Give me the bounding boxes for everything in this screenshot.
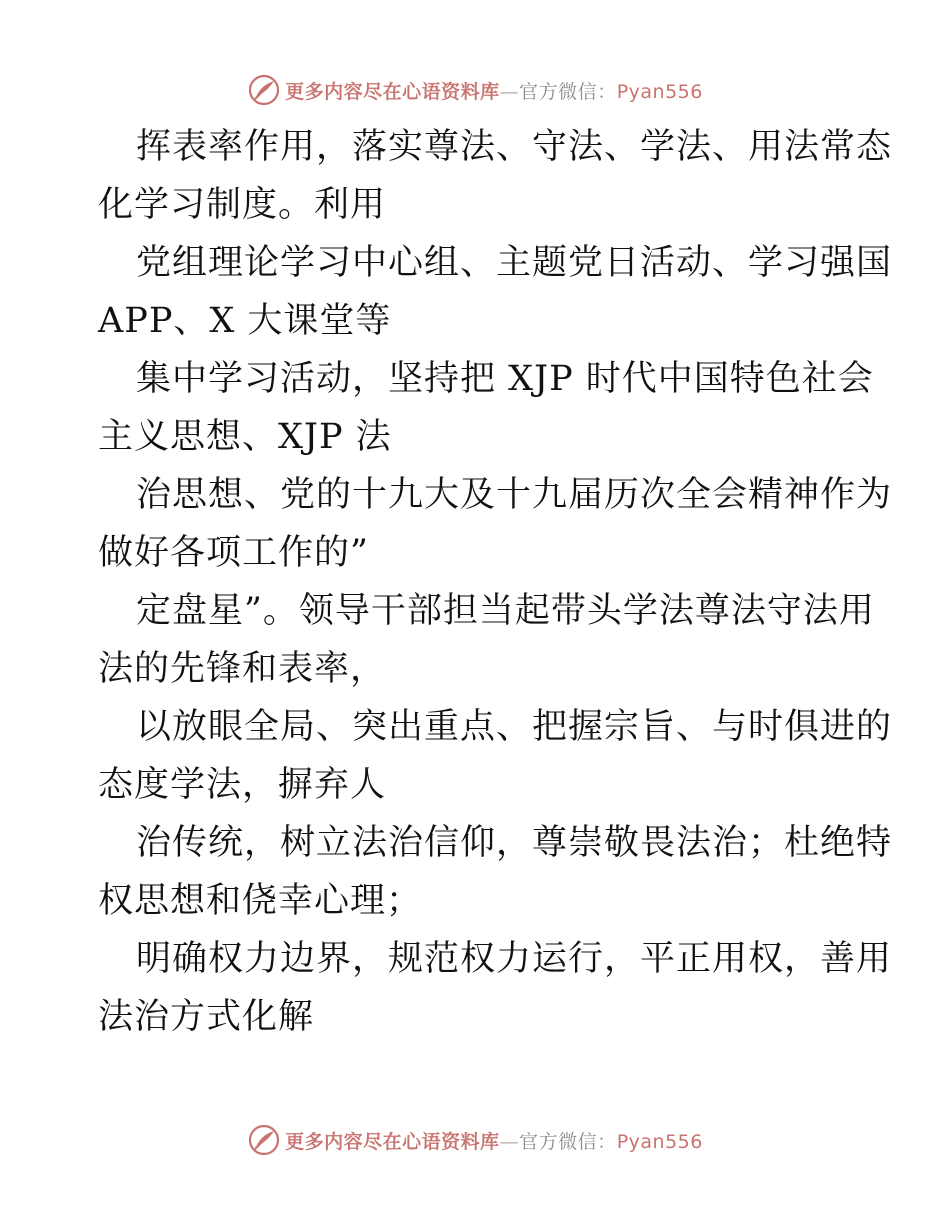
text-line: 化学习制度。利用 (98, 185, 387, 225)
text-line: 主义思想、XJP 法 (98, 417, 392, 457)
text-line: 做好各项工作的” (98, 533, 369, 573)
text-line: 定盘星”。领导干部担当起带头学法尊法守法用 (136, 591, 875, 631)
text-line: 态度学法，摒弃人 (98, 765, 387, 805)
text-line: 党组理论学习中心组、主题党日活动、学习强国 (136, 243, 893, 283)
watermark-separator: — (499, 1130, 520, 1153)
watermark-handle: Pyan556 (616, 80, 703, 103)
quill-logo-icon (247, 1123, 281, 1157)
watermark-brand: 更多内容尽在心语资料库 (285, 1130, 500, 1153)
watermark-text (285, 1127, 703, 1154)
quill-logo-icon (247, 73, 281, 107)
document-body (98, 118, 893, 1046)
watermark-handle: Pyan556 (616, 1130, 703, 1153)
text-line: 法治方式化解 (98, 997, 315, 1037)
watermark-official-label: 官方微信： (519, 80, 617, 103)
text-line: 权思想和侥幸心理； (98, 881, 423, 921)
watermark-brand: 更多内容尽在心语资料库 (285, 80, 500, 103)
text-line: 集中学习活动，坚持把 XJP 时代中国特色社会 (136, 359, 874, 399)
text-line: 治思想、党的十九大及十九届历次全会精神作为 (136, 475, 893, 515)
watermark-official-label: 官方微信： (519, 1130, 617, 1153)
text-line: 法的先锋和表率， (98, 649, 387, 689)
text-line: 治传统，树立法治信仰，尊崇敬畏法治；杜绝特 (136, 823, 893, 863)
text-line: APP、X 大课堂等 (98, 301, 392, 341)
watermark-text (285, 77, 703, 104)
header-watermark (0, 70, 950, 110)
text-line: 明确权力边界，规范权力运行，平正用权，善用 (136, 939, 893, 979)
watermark-separator: — (499, 80, 520, 103)
footer-watermark (0, 1120, 950, 1160)
text-line: 以放眼全局、突出重点、把握宗旨、与时俱进的 (136, 707, 893, 747)
text-line: 挥表率作用，落实尊法、守法、学法、用法常态 (136, 127, 893, 167)
